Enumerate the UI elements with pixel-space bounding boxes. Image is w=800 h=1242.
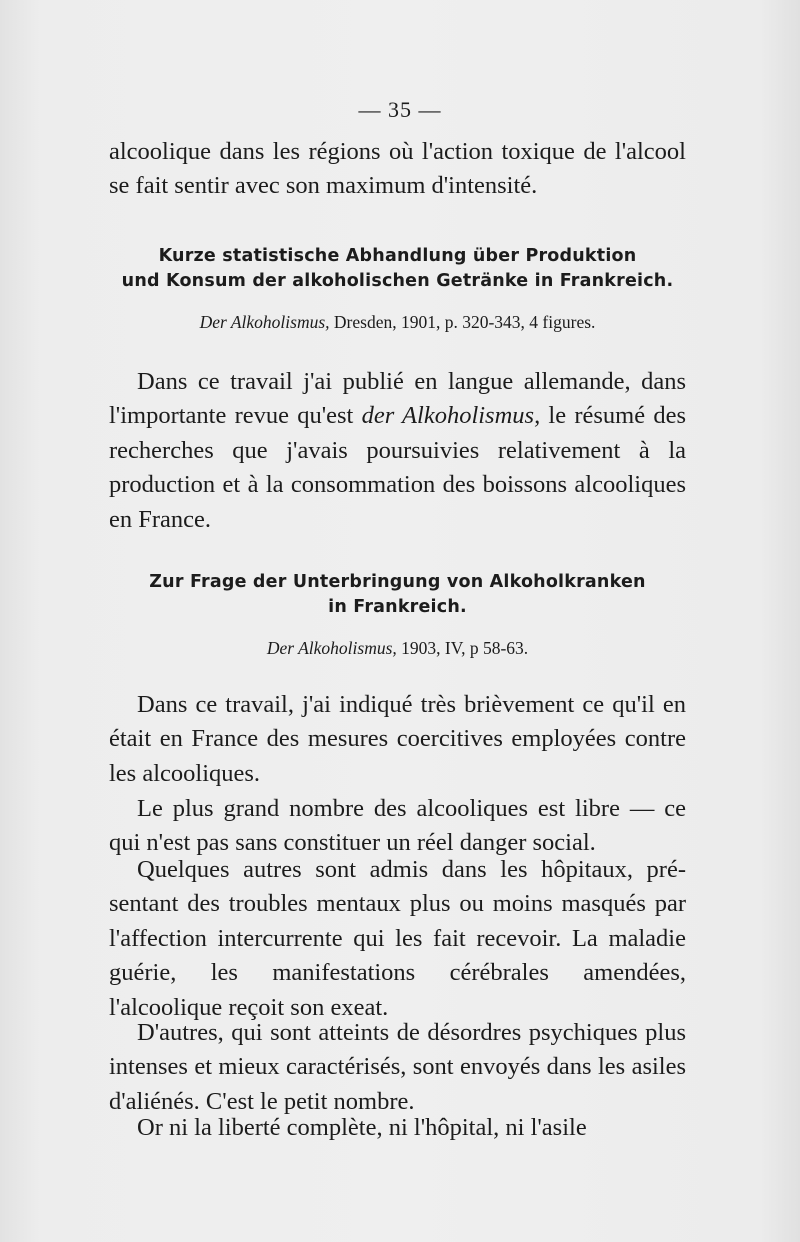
section2-heading <box>100 570 695 620</box>
section1-citation-journal: Der Alkoholismus, <box>199 312 330 332</box>
section1-paragraph <box>109 365 686 537</box>
section1-heading-line1: Kurze statistische Abhandlung über Produktion <box>158 246 637 266</box>
section2-paragraph-4: D'autres, qui sont atteints de désordres psychiques plus intenses et mieux caractérisés, sont envoyés dans les asiles d'aliénés. C'est le petit nombre. <box>109 1019 686 1115</box>
intro-paragraph: alcoolique dans les régions où l'action toxique de l'alcool se fait sentir avec son maximum d'intensité. <box>109 138 686 200</box>
section1-paragraph-journal: der Alkoholismus, <box>361 402 541 430</box>
section2-paragraph-3: Quelques autres sont admis dans les hôpitaux, présentant des troubles mentaux plus ou moins masqués par l'affection intercurrente qui les fait recevoir. La maladie guérie, les manifestations cérébrales amendées, l'alcoolique reçoit son exeat. <box>109 856 686 1021</box>
section1-citation-details: Dresden, 1901, p. 320-343, 4 figures. <box>329 312 596 332</box>
section2-citation-details: 1903, IV, p 58-63. <box>396 638 529 658</box>
section1-heading <box>100 244 695 294</box>
section1-heading-line2: und Konsum der alkoholischen Getränke in Frankreich. <box>121 271 674 291</box>
section2-heading-line2: in Frankreich. <box>328 597 467 617</box>
section2-citation-journal: Der Alkoholismus, <box>266 638 397 658</box>
section2-paragraph-1: Dans ce travail, j'ai indiqué très brièvement ce qu'il en était en France des mesures coercitives employées contre les alcooliques. <box>109 691 686 787</box>
page-number: — 35 — <box>358 97 442 122</box>
section2-heading-line1: Zur Frage der Unterbringung von Alkoholkranken <box>149 572 646 592</box>
section2-citation <box>100 636 695 660</box>
section2-paragraph-5: Or ni la liberté complète, ni l'hôpital, ni l'asile <box>137 1114 587 1141</box>
section1-citation <box>100 310 695 334</box>
section2-paragraph-2: Le plus grand nombre des alcooliques est libre — ce qui n'est pas sans constituer un réel danger social. <box>109 795 686 857</box>
section1-paragraph-end: le résumé des recherches que j'avais poursuivies relativement à la production et à la consommation des boissons alcooliques en France. <box>109 402 686 533</box>
section1-paragraph-start: Dans ce travail j'ai publié en langue allemande, dans l'importante revue qu'est <box>109 368 686 430</box>
